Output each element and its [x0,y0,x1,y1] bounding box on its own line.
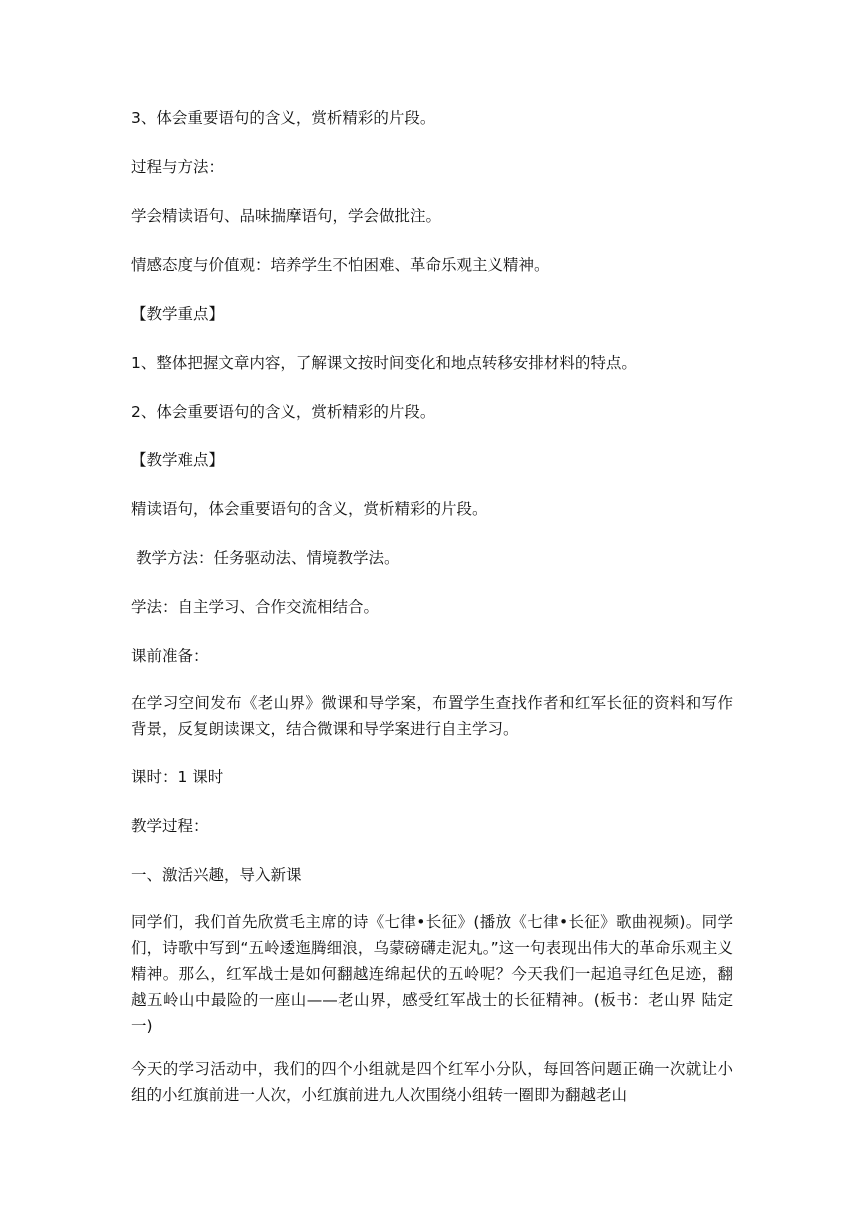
paragraph-introduction: 同学们，我们首先欣赏毛主席的诗《七律•长征》(播放《七律•长征》歌曲视频)。同学们，诗歌中写到“五岭逶迤腾细浪，乌蒙磅礴走泥丸。”这一句表现出伟大的革命乐观主义精神。那么，红军战士是如何翻越连绵起伏的五岭呢？今天我们一起追寻红色足迹，翻越五岭山中最险的一座山——老山界，感受红军战士的长征精神。(板书：老山界 陆定一) [131,913,733,1035]
paragraph-learning-method: 学法：自主学习、合作交流相结合。 [131,598,380,616]
heading-teaching-difficulty: 【教学难点】 [131,451,225,469]
paragraph-preparation: 在学习空间发布《老山界》微课和导学案，布置学生查找作者和红军长征的资料和写作背景，反复朗读课文，结合微课和导学案进行自主学习。 [131,694,733,738]
paragraph-activity: 今天的学习活动中，我们的四个小组就是四个红军小分队，每回答问题正确一次就让小组的小红旗前进一人次，小红旗前进九人次围绕小组转一圈即为翻越老山 [131,1060,733,1104]
paragraph-teaching-method: 教学方法：任务驱动法、情境教学法。 [131,549,400,567]
paragraph-objective-3: 3、体会重要语句的含义，赏析精彩的片段。 [131,109,436,127]
paragraph-emotion-values: 情感态度与价值观：培养学生不怕困难、革命乐观主义精神。 [131,256,550,274]
paragraph-teaching-process-heading: 教学过程： [131,817,209,835]
heading-teaching-focus: 【教学重点】 [131,305,225,323]
paragraph-process-method: 学会精读语句、品味揣摩语句，学会做批注。 [131,207,442,225]
paragraph-focus-2: 2、体会重要语句的含义，赏析精彩的片段。 [131,403,436,421]
paragraph-difficulty: 精读语句，体会重要语句的含义，赏析精彩的片段。 [131,500,488,518]
paragraph-process-method-heading: 过程与方法： [131,158,225,176]
paragraph-preparation-heading: 课前准备： [131,647,209,665]
heading-section-1: 一、激活兴趣，导入新课 [131,866,302,884]
paragraph-class-hours: 课时：1 课时 [131,768,224,786]
paragraph-focus-1: 1、整体把握文章内容，了解课文按时间变化和地点转移安排材料的特点。 [131,354,637,372]
